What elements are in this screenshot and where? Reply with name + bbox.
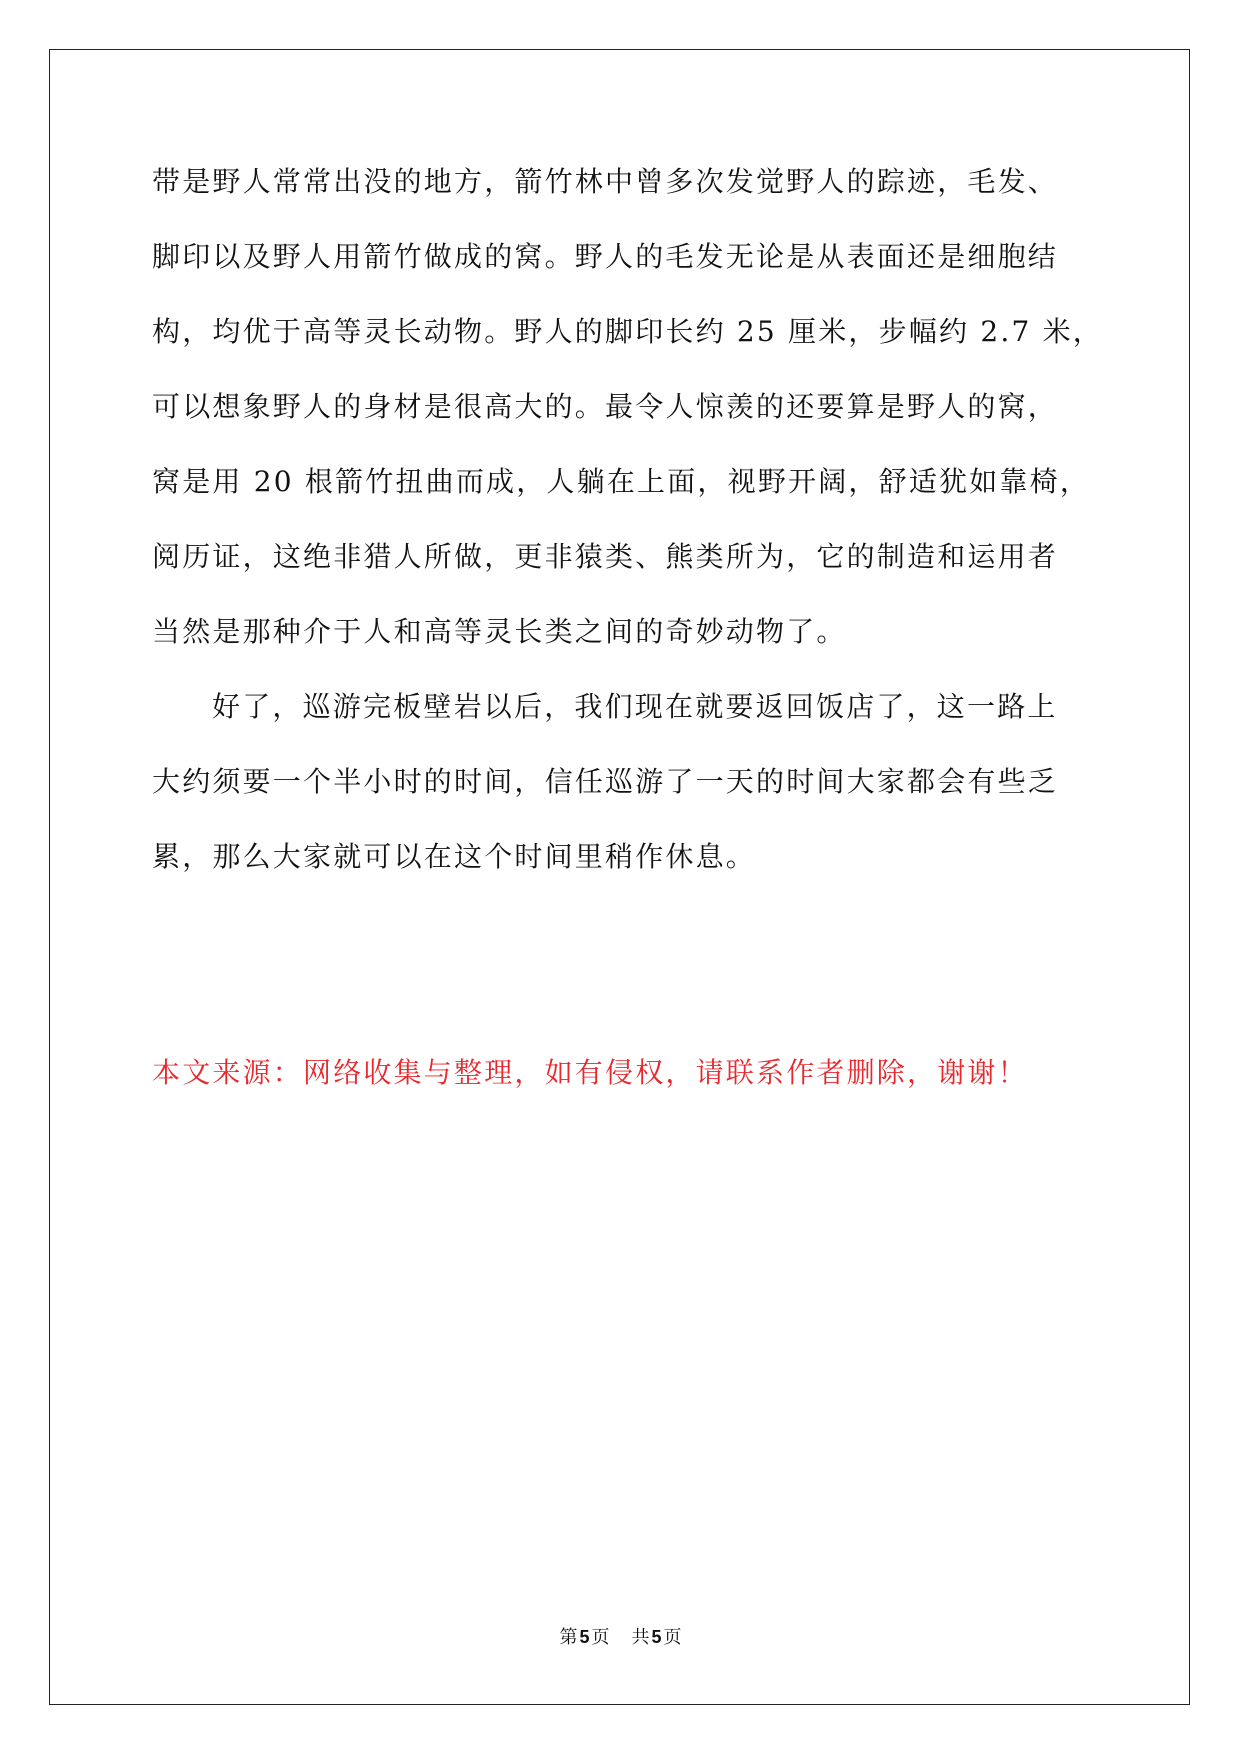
page-suffix: 页: [591, 1627, 610, 1648]
page-prefix: 第: [559, 1627, 578, 1648]
body-line: 构，均优于高等灵长动物。野人的脚印长约 25 厘米，步幅约 2.7 米，: [152, 315, 1103, 348]
total-prefix: 共: [631, 1627, 650, 1648]
body-line: 脚印以及野人用箭竹做成的窝。野人的毛发无论是从表面还是细胞结: [152, 240, 1059, 273]
body-line: 可以想象野人的身材是很高大的。最令人惊羡的还要算是野人的窝，: [152, 390, 1059, 423]
page-footer: [0, 1626, 1241, 1649]
page-total: 5: [651, 1627, 662, 1647]
paragraph-start-line: 好了，巡游完板壁岩以后，我们现在就要返回饭店了，这一路上: [212, 690, 1058, 723]
body-line: 当然是那种介于人和高等灵长类之间的奇妙动物了。: [152, 615, 847, 648]
body-line: 窝是用 20 根箭竹扭曲而成，人躺在上面，视野开阔，舒适犹如靠椅，: [152, 465, 1091, 498]
body-line: 阅历证，这绝非猎人所做，更非猿类、熊类所为，它的制造和运用者: [152, 540, 1059, 573]
source-note: 本文来源：网络收集与整理，如有侵权，请联系作者删除，谢谢！: [152, 1056, 1028, 1089]
body-line: 带是野人常常出没的地方，箭竹林中曾多次发觉野人的踪迹，毛发、: [152, 165, 1059, 198]
body-line: 累，那么大家就可以在这个时间里稍作休息。: [152, 840, 757, 873]
body-line: 大约须要一个半小时的时间，信任巡游了一天的时间大家都会有些乏: [152, 765, 1059, 798]
body-text: [152, 166, 1112, 916]
total-suffix: 页: [663, 1627, 682, 1648]
page-current: 5: [579, 1627, 590, 1647]
